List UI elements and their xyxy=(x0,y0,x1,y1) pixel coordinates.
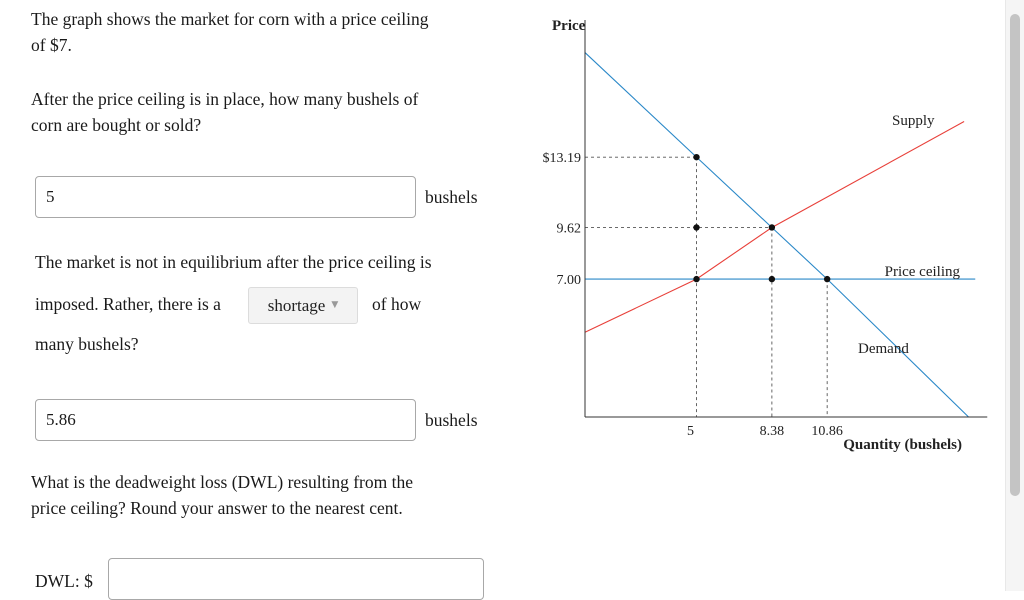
price-ceiling-label: Price ceiling xyxy=(884,264,960,280)
data-point-2 xyxy=(769,224,775,230)
demand-label: Demand xyxy=(858,341,909,357)
dropdown-selected-value: shortage xyxy=(267,295,326,315)
data-point-3 xyxy=(693,276,699,282)
shortage-amount-unit: bushels xyxy=(425,410,478,430)
data-point-4 xyxy=(769,276,775,282)
question-2-line-1: After the price ceiling is in place, how many bushels of xyxy=(31,89,419,109)
x-tick-label-1: 8.38 xyxy=(759,424,785,439)
y-tick-label-0: $13.19 xyxy=(542,151,581,167)
data-point-0 xyxy=(693,154,699,160)
y-tick-label-1: 9.62 xyxy=(556,221,581,237)
y-axis-label: Price xyxy=(552,18,586,34)
x-tick-label-2: 10.86 xyxy=(811,424,843,439)
question-3-suffix: of how xyxy=(372,294,422,314)
scrollbar-thumb[interactable] xyxy=(1010,14,1020,496)
question-1-line-1: The graph shows the market for corn with a price ceiling xyxy=(31,9,429,29)
supply-label: Supply xyxy=(892,113,935,129)
data-point-1 xyxy=(693,224,699,230)
question-1-line-2: of $7. xyxy=(31,35,72,55)
question-3-line-3: many bushels? xyxy=(35,334,139,354)
question-2-line-2: corn are bought or sold? xyxy=(31,115,202,135)
question-4-line-2: price ceiling? Round your answer to the nearest cent. xyxy=(31,498,403,518)
x-tick-label-0: 5 xyxy=(687,424,694,439)
question-4-line-1: What is the deadweight loss (DWL) resulting from the xyxy=(31,472,413,492)
y-tick-label-2: 7.00 xyxy=(556,273,581,289)
bushels-traded-unit: bushels xyxy=(425,187,478,207)
question-3-prefix: imposed. Rather, there is a xyxy=(35,294,221,314)
chevron-down-icon: ▼ xyxy=(331,299,339,310)
question-3-line-1: The market is not in equilibrium after the price ceiling is xyxy=(35,252,432,272)
data-point-5 xyxy=(824,276,830,282)
demand-line xyxy=(585,53,969,417)
dwl-label: DWL: $ xyxy=(35,571,93,591)
x-axis-label: Quantity (bushels) xyxy=(843,437,962,453)
